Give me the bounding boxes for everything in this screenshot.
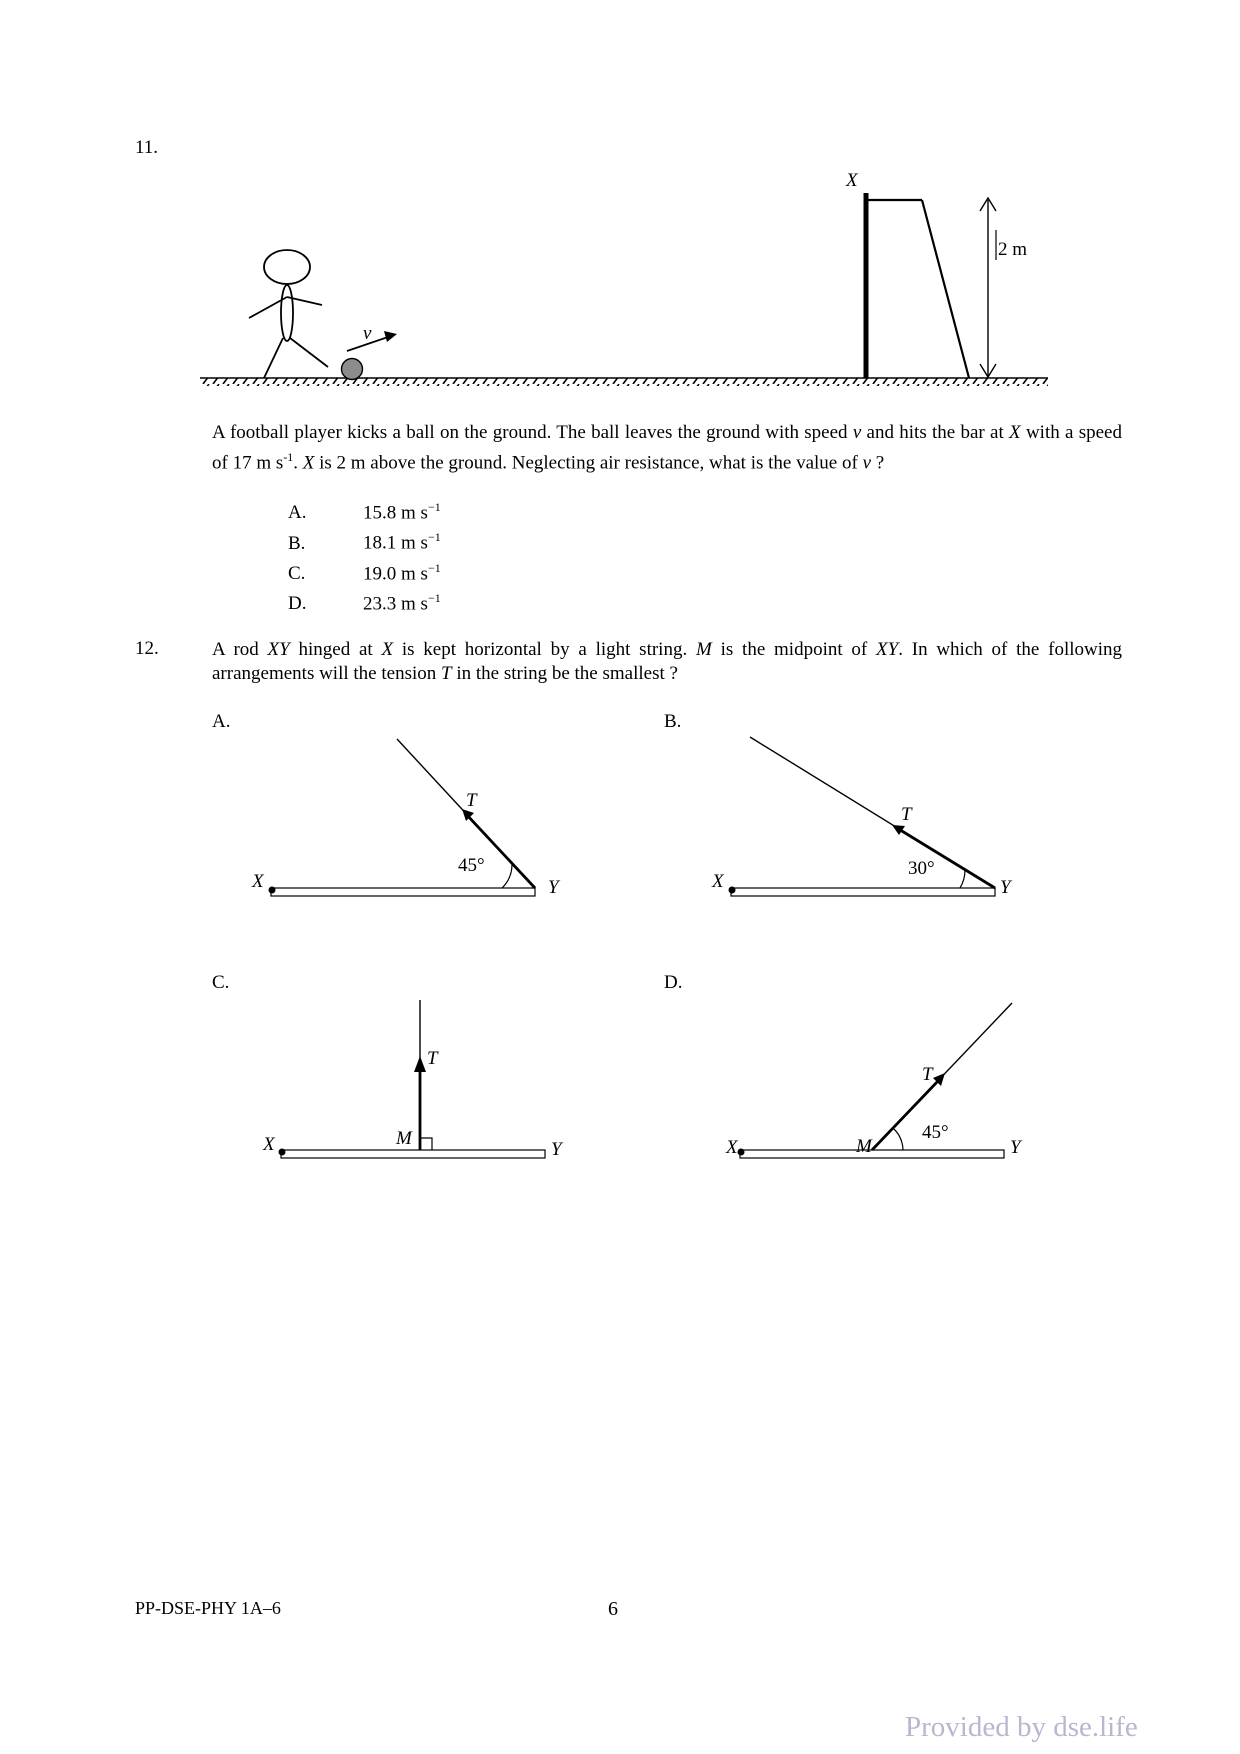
y-label: Y bbox=[1000, 877, 1011, 898]
question-11-number: 11. bbox=[135, 137, 159, 158]
rod bbox=[740, 1150, 1004, 1158]
height-label: 2 m bbox=[998, 239, 1028, 260]
t-label: T bbox=[901, 804, 912, 825]
y-label: Y bbox=[551, 1139, 562, 1160]
question-12-text: A rod XY hinged at X is kept horizontal by a light string. M is the midpoint of XY. In which of the following arrangements will the tension T in the string be the smallest ? bbox=[212, 639, 1123, 684]
m-label: M bbox=[396, 1128, 412, 1149]
x-label: X bbox=[726, 1137, 738, 1158]
option-d[interactable]: D. 23.3 m $s^{-1}$ bbox=[288, 590, 441, 615]
option-c[interactable]: C. 19.0 m $s^{-1}$ bbox=[288, 560, 441, 584]
angle-label: 45° bbox=[922, 1122, 949, 1143]
watermark: Provided by dse.life bbox=[905, 1711, 1138, 1743]
bar-x-label: X bbox=[846, 170, 858, 191]
y-label: Y bbox=[548, 877, 559, 898]
q12-option-d-label[interactable]: D. bbox=[664, 972, 683, 993]
q12-option-c-label[interactable]: C. bbox=[212, 972, 230, 993]
question-12-number: 12. bbox=[135, 638, 159, 659]
q12-option-a-label[interactable]: A. bbox=[212, 711, 231, 732]
y-label: Y bbox=[1010, 1137, 1021, 1158]
page-number: 6 bbox=[608, 1598, 618, 1620]
question-11-text: A football player kicks a ball on the ground. The ball leaves the ground with speed v and hits the bar at X with a speed of 17 m $s^{-1}$. X is 2 m above the ground. Neglecting air resistance, what is the value of v ? bbox=[212, 422, 1122, 474]
t-label: T bbox=[466, 790, 477, 811]
angle-arc bbox=[893, 1128, 903, 1150]
m-label: M bbox=[856, 1136, 872, 1157]
x-label: X bbox=[263, 1134, 275, 1155]
t-label: T bbox=[922, 1064, 933, 1085]
option-a[interactable]: A. 15.8 m $s^{-1}$ bbox=[288, 500, 441, 524]
velocity-label: v bbox=[363, 323, 372, 344]
angle-label: 45° bbox=[458, 855, 485, 876]
option-b[interactable]: B. 18.1 m $s^{-1}$ bbox=[288, 530, 441, 554]
x-label: X bbox=[712, 871, 724, 892]
q12-option-b-label[interactable]: B. bbox=[664, 711, 682, 732]
hinge-x bbox=[738, 1149, 745, 1156]
x-label: X bbox=[252, 871, 264, 892]
angle-label: 30° bbox=[908, 858, 935, 879]
t-label: T bbox=[427, 1048, 438, 1069]
footer-code: PP-DSE-PHY 1A–6 bbox=[135, 1598, 281, 1618]
